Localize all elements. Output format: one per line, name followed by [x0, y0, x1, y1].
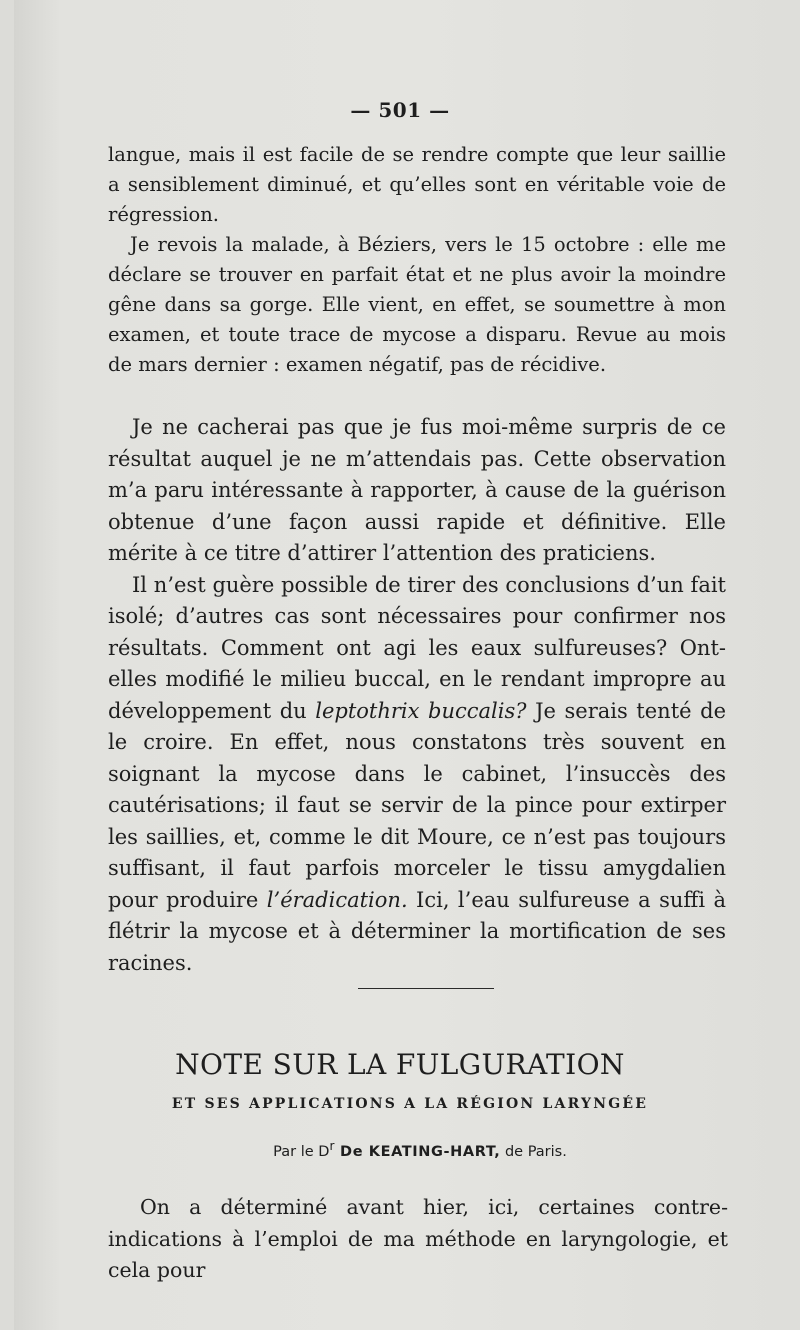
italic-term: leptothrix buccalis? — [315, 698, 527, 723]
italic-term: l’éradication. — [266, 887, 408, 912]
section-divider — [358, 988, 494, 989]
paragraph: langue, mais il est facile de se rendre compte que leur saillie a sensiblement diminué, et qu’elles sont en véritable voie de régression. — [108, 143, 726, 226]
article-subtitle: ET SES APPLICATIONS A LA RÉGION LARYNGÉE — [171, 1096, 649, 1112]
text-block-bottom — [108, 1192, 728, 1287]
paragraph — [108, 570, 726, 980]
paragraph: Je revois la malade, à Béziers, vers le 15 octobre : elle me déclare se trouver en parfait état et ne plus avoir la moindre gêne dans sa gorge. Elle vient, en effet, se soumettre à mon examen, et toute trace de mycose a disparu. Revue au mois de mars dernier : examen négatif, pas de récidive. — [108, 233, 726, 376]
author-name: De KEATING-HART, — [334, 1143, 501, 1160]
text-run: Il n’est guère possible de tirer des conclusions d’un fait isolé; d’autres cas sont nécessaires pour confirmer nos résultats. Comment ont agi les eaux sulfureuses? Ont-elles modifié le milieu buccal, en le rendant impropre au développement du — [108, 572, 726, 723]
paragraph: Je ne cacherai pas que je fus moi-même surpris de ce résultat auquel je ne m’attendais pas. Cette observation m’a paru intéressante à rapporter, à cause de la guérison obtenue d’une façon aussi rapide et définitive. Elle mérite à ce titre d’attirer l’attention des praticiens. — [108, 415, 726, 565]
author-suffix: de Paris. — [500, 1143, 567, 1160]
author-sup: r — [329, 1139, 335, 1153]
text-block-middle — [108, 412, 726, 979]
article-author — [0, 1139, 800, 1160]
article-title: NOTE SUR LA FULGURATION — [175, 1048, 625, 1081]
text-run: Je serais tenté de le croire. En effet, nous constatons très souvent en soignant la mycose dans le cabinet, l’insuccès des cautérisations; il faut se servir de la pince pour extirper les saillies, et, comme le dit Moure, ce n’est pas toujours suffisant, il faut parfois morceler le tissu amygdalien pour produire — [108, 698, 726, 912]
author-prefix: Par le D — [273, 1143, 330, 1160]
page-number: — 501 — — [350, 98, 450, 122]
text-run: Ici, l’eau sulfureuse a suffi à flétrir la mycose et à déterminer la mortification de ses racines. — [108, 887, 727, 975]
paragraph: On a déterminé avant hier, ici, certaines contre-indications à l’emploi de ma méthode en laryngologie, et cela pour — [108, 1195, 728, 1282]
text-block-top — [108, 140, 726, 380]
